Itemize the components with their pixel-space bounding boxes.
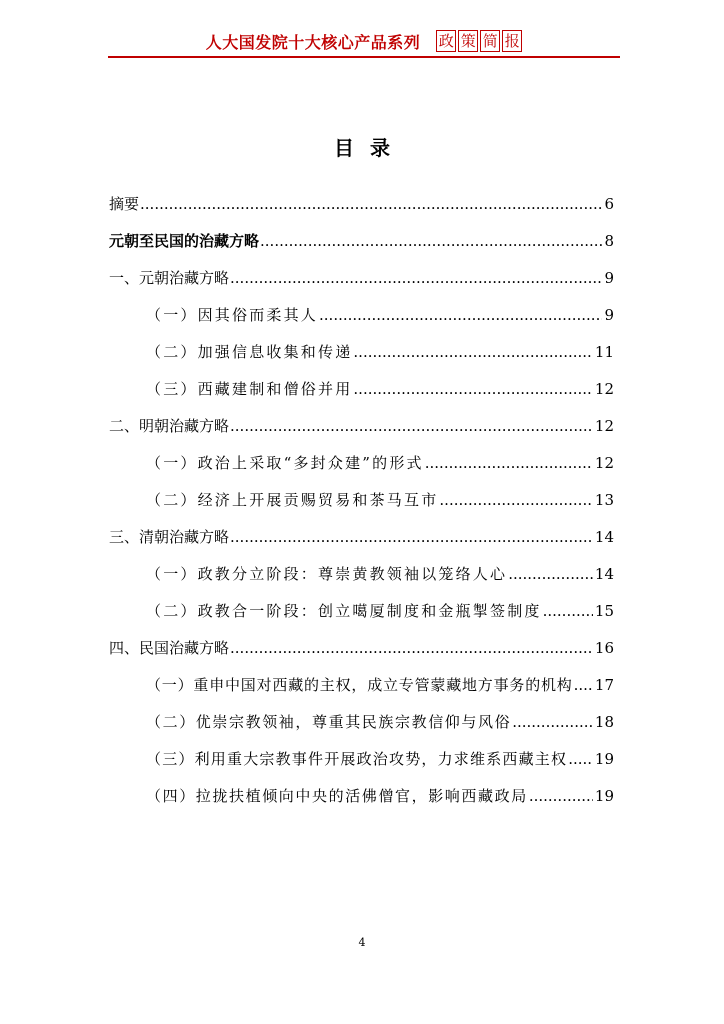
toc-entry[interactable] (146, 745, 614, 769)
toc-entry-page: 8 (604, 232, 614, 250)
toc-entry-text: （一）政治上采取“多封众建”的形式 (146, 454, 424, 472)
toc-entry-text: （二）政教合一阶段：创立噶厦制度和金瓶掣签制度 (146, 602, 542, 620)
toc-entry-text: 二、明朝治藏方略 (109, 417, 230, 435)
toc-entry[interactable] (109, 634, 614, 658)
toc-entry-page: 14 (594, 565, 614, 583)
toc-entry-text: 三、清朝治藏方略 (109, 528, 230, 546)
toc-entry-text: （一）因其俗而柔其人 (146, 306, 319, 324)
badge-char: 策 (458, 30, 478, 52)
toc-entry-page: 19 (594, 787, 614, 805)
toc-leader (353, 379, 593, 399)
toc-leader (508, 564, 593, 584)
toc-leader (568, 749, 593, 769)
toc-entry-text: 四、民国治藏方略 (109, 639, 230, 657)
toc-entry-text: （四）拉拢扶植倾向中央的活佛僧官，影响西藏政局 (146, 787, 528, 805)
toc-entry[interactable] (146, 449, 614, 473)
toc-entry-text: 元朝至民国的治藏方略 (109, 232, 260, 250)
toc-entry[interactable] (146, 597, 614, 621)
toc-entry[interactable] (146, 338, 614, 362)
toc-entry-text: 一、元朝治藏方略 (109, 269, 230, 287)
toc-entry-page: 9 (604, 269, 614, 287)
toc-entry-text: （一）政教分立阶段：尊崇黄教领袖以笼络人心 (146, 565, 508, 583)
toc-leader (230, 268, 602, 288)
toc-entry[interactable] (146, 782, 614, 806)
toc-leader (439, 490, 593, 510)
toc-leader (230, 416, 593, 436)
toc-entry-page: 11 (594, 343, 614, 361)
toc-entry-text: （二）优崇宗教领袖，尊重其民族宗教信仰与风俗 (146, 713, 512, 731)
toc-entry[interactable] (109, 412, 614, 436)
toc-entry[interactable] (109, 264, 614, 288)
toc-entry-page: 9 (604, 306, 614, 324)
toc-leader (140, 194, 602, 214)
toc-leader (319, 305, 602, 325)
toc-entry-page: 19 (594, 750, 614, 768)
page-number: 4 (358, 936, 366, 949)
toc-entry-text: 摘要 (109, 195, 140, 213)
toc-leader (529, 786, 593, 806)
toc-entry-page: 12 (594, 380, 614, 398)
toc-entry-page: 16 (594, 639, 614, 657)
toc-entry-page: 12 (594, 417, 614, 435)
toc-entry-text: （三）利用重大宗教事件开展政治攻势，力求维系西藏主权 (146, 750, 568, 768)
toc-entry[interactable] (146, 560, 614, 584)
page-header (108, 26, 620, 56)
toc-entry-page: 12 (594, 454, 614, 472)
toc-entry[interactable] (109, 523, 614, 547)
toc-leader (574, 675, 593, 695)
toc-entry[interactable] (146, 375, 614, 399)
toc-title: 目录 (334, 136, 406, 160)
header-title: 人大国发院十大核心产品系列 (205, 32, 421, 52)
badge-char: 报 (502, 30, 522, 52)
toc-entry-page: 15 (594, 602, 614, 620)
toc-entry-text: （一）重申中国对西藏的主权，成立专管蒙藏地方事务的机构 (146, 676, 573, 694)
toc-leader (230, 527, 593, 547)
badge-char: 政 (436, 30, 456, 52)
toc-entry-page: 14 (594, 528, 614, 546)
toc-entry-text: （三）西藏建制和僧俗并用 (146, 380, 353, 398)
toc-entry[interactable] (146, 708, 614, 732)
header-divider (108, 56, 620, 58)
toc-leader (425, 453, 593, 473)
toc-entry[interactable] (146, 671, 614, 695)
toc-entry[interactable] (109, 227, 614, 251)
badge-char: 简 (480, 30, 500, 52)
toc-entry-text: （二）经济上开展贡赐贸易和茶马互市 (146, 491, 439, 509)
toc-leader (353, 342, 593, 362)
toc-entry[interactable] (146, 301, 614, 325)
toc-entry-page: 6 (604, 195, 614, 213)
toc-leader (512, 712, 593, 732)
toc-entry-text: （二）加强信息收集和传递 (146, 343, 353, 361)
toc-entry[interactable] (109, 190, 614, 214)
toc-entry-page: 18 (594, 713, 614, 731)
header-badge (434, 30, 522, 52)
toc-entry-page: 17 (594, 676, 614, 694)
toc-leader (230, 638, 593, 658)
toc-entry[interactable] (146, 486, 614, 510)
toc-entry-page: 13 (594, 491, 614, 509)
toc-leader (260, 231, 602, 251)
toc-leader (543, 601, 593, 621)
